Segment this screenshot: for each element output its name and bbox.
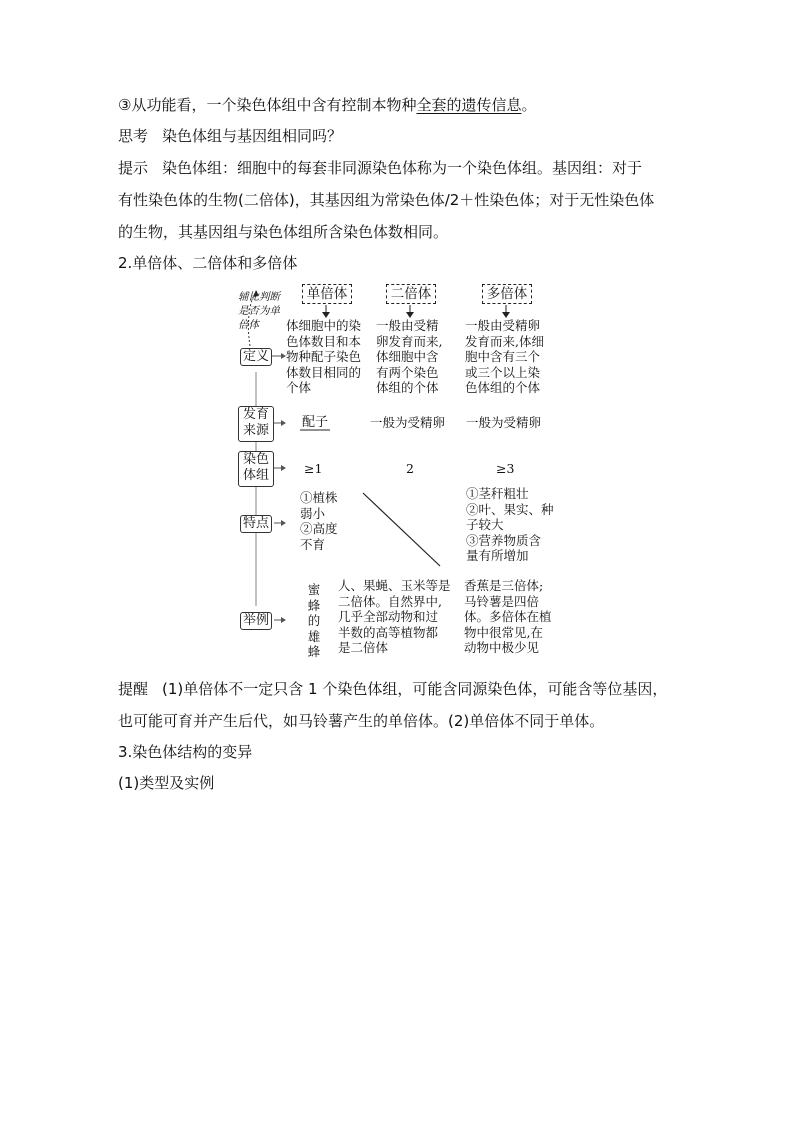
think-text: 染色体组与基因组相同吗？ <box>162 127 343 145</box>
hint-label: 提示 <box>118 159 149 177</box>
diploid-example: 人、果蝇、玉米等是 二倍体。自然界中, 几乎全部动物和过 半数的高等植物都 是二倍体 <box>338 578 451 655</box>
header-haploid: 单倍体 <box>302 284 352 304</box>
row-label-feature: 特点 <box>240 515 272 533</box>
haploid-set: ≥1 <box>304 461 323 476</box>
think-label: 思考 <box>118 127 149 145</box>
reminder-line-1 <box>118 679 667 699</box>
row-label-chromosome-set: 染色 体组 <box>238 451 274 487</box>
row-arrowhead-feature <box>281 520 286 526</box>
row-arrowhead-set <box>281 465 286 471</box>
reminder-text-1: (1)单倍体不一定只含 1 个染色体组，可能含同源染色体，可能含等位基因， <box>162 680 668 698</box>
hint-line-3: 的生物，其基因组与染色体组所含染色体数相同。 <box>118 223 449 241</box>
polyploid-example: 香蕉是三倍体; 马铃薯是四倍 体。多倍体在植 物中很常见,在 动物中极少见 <box>464 578 552 655</box>
row-label-example: 举例 <box>240 612 272 630</box>
haploid-origin: 配子 <box>302 415 329 430</box>
section-2-heading: 2.单倍体、二倍体和多倍体 <box>118 254 298 272</box>
hint-line-2: 有性染色体的生物(二倍体)，其基因组为常染色体/2＋性染色体；对于无性染色体 <box>118 191 655 209</box>
haploid-feature: ①植株 弱小 ②高度 不育 <box>300 490 338 552</box>
haploid-definition: 体细胞中的染 色体数目和本 物种配子染色 体数目相同的 个体 <box>286 318 362 395</box>
row-arrowhead-example <box>281 617 286 623</box>
row-label-definition: 定义 <box>240 348 272 366</box>
header-diploid: 二倍体 <box>386 284 436 304</box>
reminder-label: 提醒 <box>118 680 149 698</box>
reminder-line-2: 也可能可育并产生后代，如马铃薯产生的单倍体。(2)单倍体不同于单体。 <box>118 712 605 730</box>
row-arrowhead-origin <box>281 420 286 426</box>
header-polyploid: 多倍体 <box>482 284 532 304</box>
haploid-example: 蜜 蜂 的 雄 蜂 <box>307 582 321 659</box>
polyploid-feature: ①茎秆粗壮 ②叶、果实、种 子较大 ③营养物质含 量有所增加 <box>466 486 554 563</box>
subsection-1-heading: (1)类型及实例 <box>118 774 215 792</box>
hint-text-1: 染色体组：细胞中的每套非同源染色体称为一个染色体组。基因组：对于 <box>162 159 643 177</box>
diagonal-line <box>363 493 440 566</box>
p1-suffix: 。 <box>521 96 537 114</box>
side-note: 辅比判断 是否为单 倍体 <box>238 291 280 331</box>
row-label-origin: 发育 来源 <box>238 406 274 442</box>
polyploid-set: ≥3 <box>496 461 515 476</box>
diploid-set: 2 <box>406 461 414 476</box>
p1-prefix: ③从功能看，一个染色体组中含有控制本物种 <box>118 96 417 114</box>
polyploid-origin: 一般为受精卵 <box>466 415 542 430</box>
diploid-origin: 一般为受精卵 <box>370 415 446 430</box>
diploid-definition: 一般由受精 卵发育而来, 体细胞中含 有两个染色 体组的个体 <box>376 318 443 395</box>
p1-underlined: 全套的遗传信息 <box>416 96 522 114</box>
polyploid-definition: 一般由受精卵 发育而来,体细 胞中含有三个 或三个以上染 色体组的个体 <box>465 318 544 395</box>
section-3-heading: 3.染色体结构的变异 <box>118 743 253 761</box>
